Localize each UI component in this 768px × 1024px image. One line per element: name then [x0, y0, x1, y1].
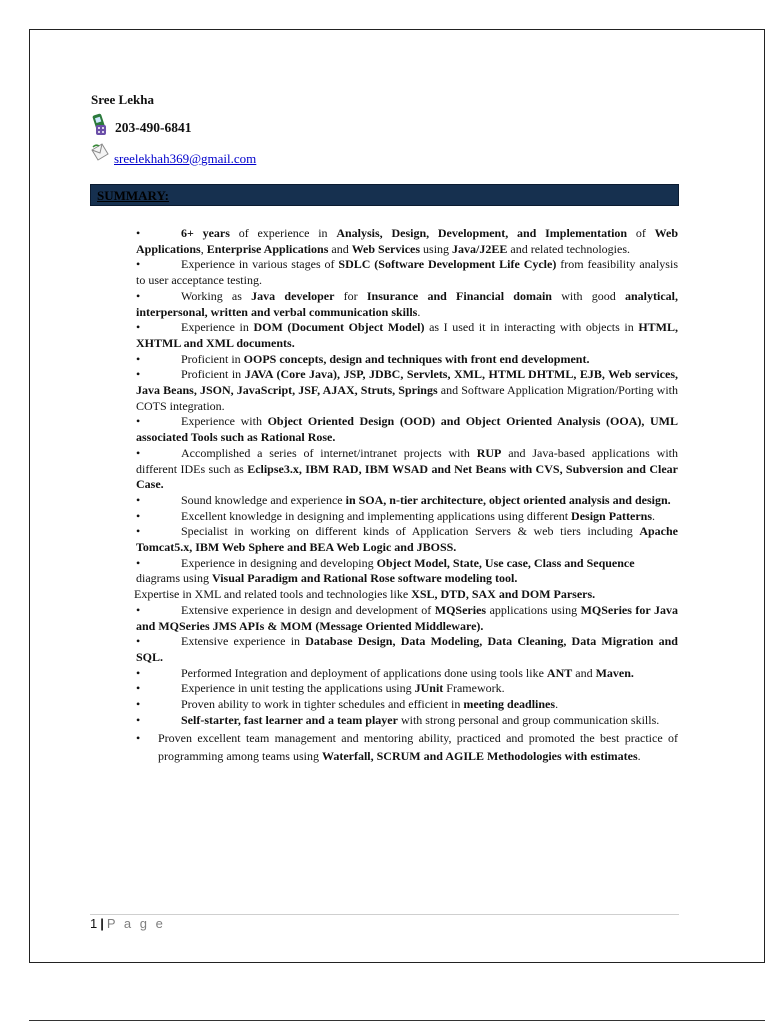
summary-item — [136, 367, 678, 414]
bullet: • — [136, 634, 141, 649]
summary-content — [136, 226, 678, 765]
summary-item-text: Accomplished a series of internet/intranet projects with RUP and Java-based applications with different IDEs such as Eclipse3.x, IBM RAD, IBM WSAD and Net Beans with CVS, Subversion and Clear Case. — [136, 445, 678, 492]
summary-item-text: 6+ years of experience in Analysis, Design, Development, and Implementation of Web Applications, Enterprise Applications and Web Services using Java/J2EE and related technologies. — [136, 226, 678, 256]
summary-item-text: Extensive experience in design and development of MQSeries applications using MQSeries for Java and MQSeries JMS APIs & MOM (Message Oriented Middleware). — [136, 602, 678, 633]
summary-item-text: Proven excellent team management and mentoring ability, practiced and promoted the best practice of programming among teams using Waterfall, SCRUM and AGILE Methodologies with estimates. — [158, 730, 678, 763]
summary-list-2 — [136, 603, 678, 729]
summary-item — [136, 556, 678, 572]
bullet: • — [136, 555, 141, 570]
summary-item — [136, 509, 678, 525]
summary-item-text: Proficient in JAVA (Core Java), JSP, JDBC, Servlets, XML, HTML DHTML, EJB, Web services, Java Beans, JSON, JavaScript, JSF, AJAX, Struts, Springs and Software Application Migration/Porting with COTS integration. — [136, 367, 679, 413]
bullet: • — [136, 320, 141, 335]
page-separator: | — [100, 916, 104, 931]
summary-item-text: Extensive experience in Database Design, Data Modeling, Data Cleaning, Data Migration and SQL. — [136, 634, 678, 664]
bullet: • — [136, 288, 141, 303]
bullet: • — [136, 226, 141, 240]
summary-item — [136, 320, 678, 351]
bullet: • — [136, 602, 141, 617]
summary-heading: SUMMARY: — [97, 188, 170, 203]
summary-item-text: Excellent knowledge in designing and implementing applications using different Design Patterns. — [181, 508, 656, 523]
summary-item — [136, 634, 678, 665]
bullet: • — [136, 414, 141, 429]
bullet: • — [136, 508, 141, 523]
summary-item — [136, 414, 678, 445]
summary-heading-bar — [90, 184, 679, 206]
summary-list — [136, 226, 678, 571]
summary-item — [136, 713, 678, 729]
bullet: • — [136, 367, 141, 382]
bullet: • — [136, 257, 141, 272]
candidate-name: Sree Lekha — [91, 92, 154, 107]
email-link[interactable]: sreelekhah369@gmail.com — [114, 150, 257, 166]
bullet: • — [136, 524, 141, 539]
bullet: • — [136, 492, 141, 507]
summary-item — [136, 697, 678, 713]
summary-item — [136, 226, 678, 257]
phone-icon — [90, 113, 112, 142]
bullet: • — [136, 697, 141, 712]
summary-item — [136, 681, 678, 697]
summary-line-diagrams: diagrams using Visual Paradigm and Rational Rose software modeling tool. — [136, 571, 518, 586]
next-page-rule — [29, 1020, 765, 1021]
summary-item-text: Sound knowledge and experience in SOA, n-tier architecture, object oriented analysis and design. — [181, 492, 671, 507]
envelope-icon — [90, 142, 110, 167]
summary-item — [136, 289, 678, 320]
summary-item-text: Performed Integration and deployment of applications done using tools like ANT and Maven. — [181, 665, 634, 680]
bullet: • — [136, 445, 141, 460]
summary-item — [136, 257, 678, 288]
summary-item — [136, 666, 678, 682]
summary-item-last — [136, 729, 678, 766]
summary-item — [136, 352, 678, 368]
summary-item-text: Experience in designing and developing Object Model, State, Use case, Class and Sequence — [181, 555, 635, 570]
summary-item — [136, 446, 678, 493]
summary-item-text: Specialist in working on different kinds of Application Servers & web tiers including Apache Tomcat5.x, IBM Web Sphere and BEA Web Logic and JBOSS. — [136, 524, 678, 555]
page-number: 1 — [90, 916, 98, 931]
bullet: • — [136, 351, 141, 366]
bullet: • — [136, 681, 141, 696]
summary-item — [136, 603, 678, 634]
bullet: • — [136, 665, 141, 680]
bullet: • — [136, 730, 141, 745]
phone-row — [90, 113, 192, 142]
page-label: P a g e — [106, 916, 166, 931]
email-row — [90, 142, 256, 167]
summary-item — [136, 493, 678, 509]
summary-item-text: Experience in DOM (Document Object Model) as I used it in interacting with objects in HTML, XHTML and XML documents. — [136, 320, 678, 350]
summary-item-text: Experience in various stages of SDLC (Software Development Life Cycle) from feasibility analysis to user acceptance testing. — [136, 257, 678, 288]
phone-number: 203-490-6841 — [115, 119, 192, 135]
summary-item-text: Experience with Object Oriented Design (OOD) and Object Oriented Analysis (OOA), UML associated Tools such as Rational Rose. — [136, 414, 678, 445]
summary-line-xml: Expertise in XML and related tools and technologies like XSL, DTD, SAX and DOM Parsers. — [134, 587, 596, 602]
summary-item-text: Proficient in OOPS concepts, design and techniques with front end development. — [181, 351, 590, 366]
summary-item-text: Self-starter, fast learner and a team player with strong personal and group communication skills. — [181, 712, 660, 727]
summary-item-text: Working as Java developer for Insurance and Financial domain with good analytical, interpersonal, written and verbal communication skills. — [136, 288, 678, 319]
summary-item — [136, 524, 678, 555]
footer-rule — [90, 914, 679, 915]
bullet: • — [136, 712, 141, 727]
summary-item-text: Proven ability to work in tighter schedules and efficient in meeting deadlines. — [181, 697, 559, 712]
summary-item-text: Experience in unit testing the applications using JUnit Framework. — [181, 681, 505, 696]
page-footer — [90, 916, 165, 931]
